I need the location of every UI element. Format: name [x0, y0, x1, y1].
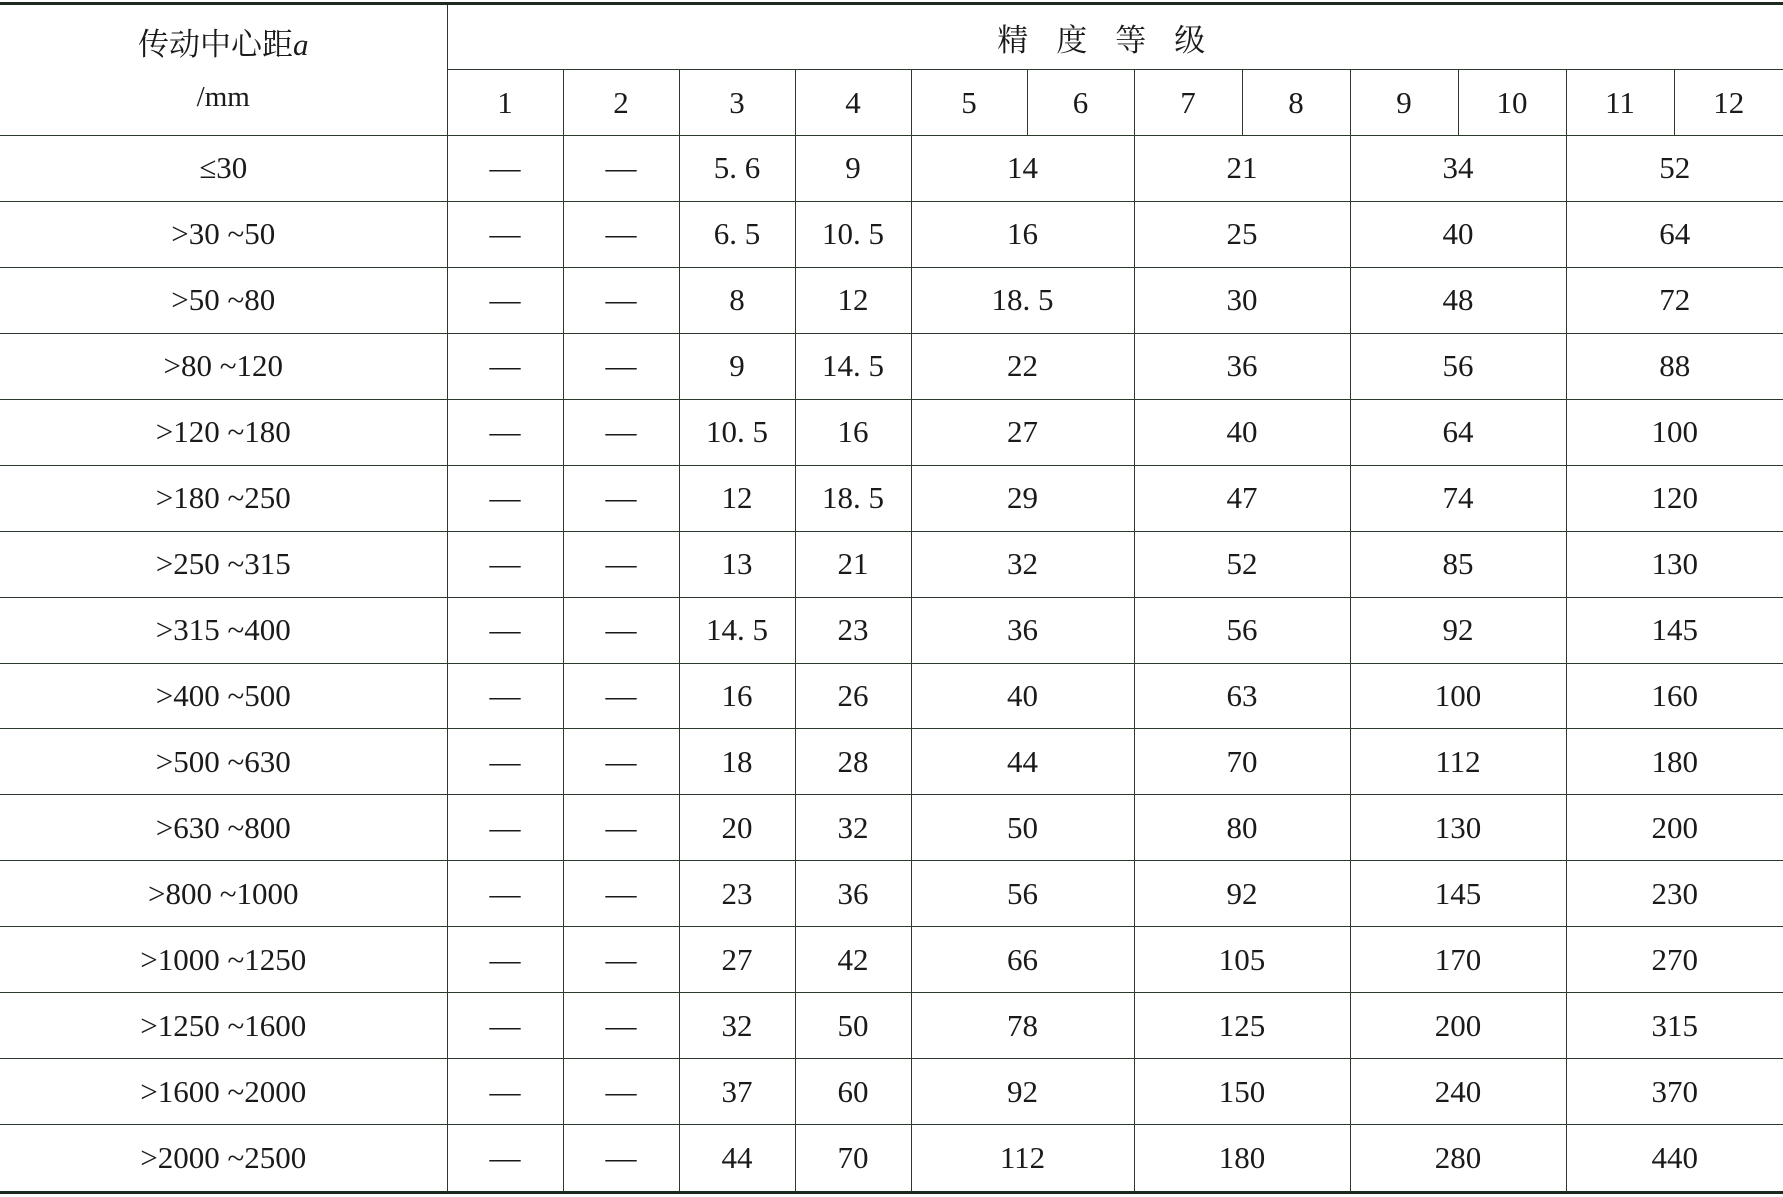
range-cell: >630 ~800 [0, 795, 447, 861]
range-cell: >180 ~250 [0, 465, 447, 531]
grade-7-8-cell: 36 [1134, 333, 1350, 399]
grade-4-cell: 18. 5 [795, 465, 911, 531]
grade-4-cell: 23 [795, 597, 911, 663]
grade-9-10-cell: 48 [1350, 267, 1566, 333]
grade-3-cell: 20 [679, 795, 795, 861]
grade-9-10-cell: 130 [1350, 795, 1566, 861]
grade-7-8-cell: 105 [1134, 927, 1350, 993]
grade-2-cell: — [563, 861, 679, 927]
header-grade-12: 12 [1674, 70, 1783, 136]
grade-1-cell: — [447, 267, 563, 333]
grade-7-8-cell: 21 [1134, 136, 1350, 202]
table-row [0, 729, 1783, 795]
grade-1-cell: — [447, 333, 563, 399]
header-grade-6: 6 [1027, 70, 1134, 136]
grade-7-8-cell: 25 [1134, 201, 1350, 267]
header-grade-9: 9 [1350, 70, 1458, 136]
grade-7-8-cell: 47 [1134, 465, 1350, 531]
table-body [0, 136, 1783, 1193]
table-row [0, 399, 1783, 465]
table-row [0, 531, 1783, 597]
grade-2-cell: — [563, 1059, 679, 1125]
grade-3-cell: 10. 5 [679, 399, 795, 465]
grade-1-cell: — [447, 729, 563, 795]
grade-5-6-cell: 27 [911, 399, 1134, 465]
grade-11-12-cell: 180 [1566, 729, 1783, 795]
table-row [0, 927, 1783, 993]
header-center-distance-var: a [293, 26, 309, 62]
grade-9-10-cell: 56 [1350, 333, 1566, 399]
grade-3-cell: 37 [679, 1059, 795, 1125]
grade-11-12-cell: 145 [1566, 597, 1783, 663]
grade-9-10-cell: 170 [1350, 927, 1566, 993]
grade-11-12-cell: 120 [1566, 465, 1783, 531]
grade-5-6-cell: 66 [911, 927, 1134, 993]
table-row [0, 201, 1783, 267]
grade-3-cell: 8 [679, 267, 795, 333]
table-row [0, 597, 1783, 663]
grade-11-12-cell: 370 [1566, 1059, 1783, 1125]
grade-1-cell: — [447, 1125, 563, 1193]
range-cell: >250 ~315 [0, 531, 447, 597]
table-row [0, 333, 1783, 399]
grade-11-12-cell: 230 [1566, 861, 1783, 927]
grade-9-10-cell: 64 [1350, 399, 1566, 465]
grade-2-cell: — [563, 531, 679, 597]
grade-4-cell: 9 [795, 136, 911, 202]
grade-4-cell: 42 [795, 927, 911, 993]
grade-2-cell: — [563, 399, 679, 465]
grade-11-12-cell: 130 [1566, 531, 1783, 597]
grade-9-10-cell: 280 [1350, 1125, 1566, 1193]
grade-5-6-cell: 14 [911, 136, 1134, 202]
header-center-distance [0, 4, 447, 136]
grade-4-cell: 70 [795, 1125, 911, 1193]
grade-1-cell: — [447, 597, 563, 663]
grade-5-6-cell: 32 [911, 531, 1134, 597]
grade-9-10-cell: 85 [1350, 531, 1566, 597]
header-precision-grade: 精度等级 [447, 4, 1783, 70]
header-grade-10: 10 [1458, 70, 1566, 136]
grade-3-cell: 18 [679, 729, 795, 795]
table-row [0, 861, 1783, 927]
header-center-distance-unit: /mm [196, 80, 250, 113]
grade-5-6-cell: 112 [911, 1125, 1134, 1193]
table-row [0, 1059, 1783, 1125]
grade-2-cell: — [563, 729, 679, 795]
grade-7-8-cell: 52 [1134, 531, 1350, 597]
table-row [0, 795, 1783, 861]
grade-11-12-cell: 52 [1566, 136, 1783, 202]
grade-4-cell: 12 [795, 267, 911, 333]
grade-1-cell: — [447, 795, 563, 861]
grade-5-6-cell: 36 [911, 597, 1134, 663]
table-row [0, 663, 1783, 729]
grade-1-cell: — [447, 136, 563, 202]
grade-11-12-cell: 64 [1566, 201, 1783, 267]
grade-5-6-cell: 40 [911, 663, 1134, 729]
grade-11-12-cell: 440 [1566, 1125, 1783, 1193]
grade-4-cell: 50 [795, 993, 911, 1059]
grade-3-cell: 12 [679, 465, 795, 531]
table-row [0, 1125, 1783, 1193]
header-center-distance-text: 传动中心距 [138, 26, 293, 62]
grade-1-cell: — [447, 201, 563, 267]
grade-1-cell: — [447, 465, 563, 531]
grade-3-cell: 5. 6 [679, 136, 795, 202]
grade-4-cell: 36 [795, 861, 911, 927]
grade-4-cell: 14. 5 [795, 333, 911, 399]
grade-2-cell: — [563, 927, 679, 993]
table-row [0, 993, 1783, 1059]
grade-2-cell: — [563, 267, 679, 333]
grade-9-10-cell: 145 [1350, 861, 1566, 927]
range-cell: >120 ~180 [0, 399, 447, 465]
grade-1-cell: — [447, 927, 563, 993]
grade-11-12-cell: 88 [1566, 333, 1783, 399]
grade-2-cell: — [563, 333, 679, 399]
header-grade-3: 3 [679, 70, 795, 136]
range-cell: >80 ~120 [0, 333, 447, 399]
grade-1-cell: — [447, 531, 563, 597]
grade-7-8-cell: 40 [1134, 399, 1350, 465]
range-cell: >50 ~80 [0, 267, 447, 333]
grade-4-cell: 60 [795, 1059, 911, 1125]
grade-2-cell: — [563, 1125, 679, 1193]
grade-4-cell: 16 [795, 399, 911, 465]
table-row [0, 136, 1783, 202]
grade-2-cell: — [563, 663, 679, 729]
grade-11-12-cell: 72 [1566, 267, 1783, 333]
grade-11-12-cell: 160 [1566, 663, 1783, 729]
grade-1-cell: — [447, 861, 563, 927]
grade-9-10-cell: 200 [1350, 993, 1566, 1059]
grade-9-10-cell: 92 [1350, 597, 1566, 663]
grade-5-6-cell: 44 [911, 729, 1134, 795]
grade-5-6-cell: 92 [911, 1059, 1134, 1125]
grade-9-10-cell: 112 [1350, 729, 1566, 795]
table-row [0, 465, 1783, 531]
grade-5-6-cell: 22 [911, 333, 1134, 399]
grade-4-cell: 28 [795, 729, 911, 795]
grade-2-cell: — [563, 136, 679, 202]
grade-5-6-cell: 16 [911, 201, 1134, 267]
header-grade-2: 2 [563, 70, 679, 136]
range-cell: >800 ~1000 [0, 861, 447, 927]
grade-2-cell: — [563, 597, 679, 663]
grade-7-8-cell: 56 [1134, 597, 1350, 663]
grade-7-8-cell: 92 [1134, 861, 1350, 927]
range-cell: ≤30 [0, 136, 447, 202]
grade-5-6-cell: 78 [911, 993, 1134, 1059]
grade-7-8-cell: 80 [1134, 795, 1350, 861]
header-grade-8: 8 [1242, 70, 1350, 136]
range-cell: >500 ~630 [0, 729, 447, 795]
grade-9-10-cell: 34 [1350, 136, 1566, 202]
grade-7-8-cell: 125 [1134, 993, 1350, 1059]
grade-11-12-cell: 315 [1566, 993, 1783, 1059]
header-grade-4: 4 [795, 70, 911, 136]
range-cell: >1250 ~1600 [0, 993, 447, 1059]
grade-3-cell: 9 [679, 333, 795, 399]
grade-5-6-cell: 50 [911, 795, 1134, 861]
range-cell: >1600 ~2000 [0, 1059, 447, 1125]
grade-4-cell: 26 [795, 663, 911, 729]
grade-1-cell: — [447, 663, 563, 729]
grade-4-cell: 32 [795, 795, 911, 861]
grade-7-8-cell: 150 [1134, 1059, 1350, 1125]
table-header [0, 4, 1783, 136]
grade-11-12-cell: 270 [1566, 927, 1783, 993]
grade-2-cell: — [563, 465, 679, 531]
grade-3-cell: 44 [679, 1125, 795, 1193]
header-grade-11: 11 [1566, 70, 1674, 136]
grade-5-6-cell: 18. 5 [911, 267, 1134, 333]
grade-3-cell: 23 [679, 861, 795, 927]
grade-5-6-cell: 56 [911, 861, 1134, 927]
grade-11-12-cell: 200 [1566, 795, 1783, 861]
grade-3-cell: 14. 5 [679, 597, 795, 663]
grade-9-10-cell: 100 [1350, 663, 1566, 729]
range-cell: >2000 ~2500 [0, 1125, 447, 1193]
grade-11-12-cell: 100 [1566, 399, 1783, 465]
grade-3-cell: 32 [679, 993, 795, 1059]
header-grade-1: 1 [447, 70, 563, 136]
grade-9-10-cell: 74 [1350, 465, 1566, 531]
grade-3-cell: 16 [679, 663, 795, 729]
grade-9-10-cell: 240 [1350, 1059, 1566, 1125]
grade-4-cell: 21 [795, 531, 911, 597]
grade-1-cell: — [447, 1059, 563, 1125]
grade-2-cell: — [563, 201, 679, 267]
grade-9-10-cell: 40 [1350, 201, 1566, 267]
grade-7-8-cell: 63 [1134, 663, 1350, 729]
grade-3-cell: 6. 5 [679, 201, 795, 267]
grade-3-cell: 27 [679, 927, 795, 993]
center-distance-tolerance-table [0, 2, 1783, 1194]
grade-4-cell: 10. 5 [795, 201, 911, 267]
range-cell: >315 ~400 [0, 597, 447, 663]
header-grade-5: 5 [911, 70, 1027, 136]
grade-7-8-cell: 180 [1134, 1125, 1350, 1193]
header-grade-7: 7 [1134, 70, 1242, 136]
grade-3-cell: 13 [679, 531, 795, 597]
grade-1-cell: — [447, 993, 563, 1059]
grade-5-6-cell: 29 [911, 465, 1134, 531]
grade-7-8-cell: 30 [1134, 267, 1350, 333]
table-row [0, 267, 1783, 333]
range-cell: >400 ~500 [0, 663, 447, 729]
grade-1-cell: — [447, 399, 563, 465]
range-cell: >1000 ~1250 [0, 927, 447, 993]
grade-7-8-cell: 70 [1134, 729, 1350, 795]
range-cell: >30 ~50 [0, 201, 447, 267]
grade-2-cell: — [563, 993, 679, 1059]
grade-2-cell: — [563, 795, 679, 861]
